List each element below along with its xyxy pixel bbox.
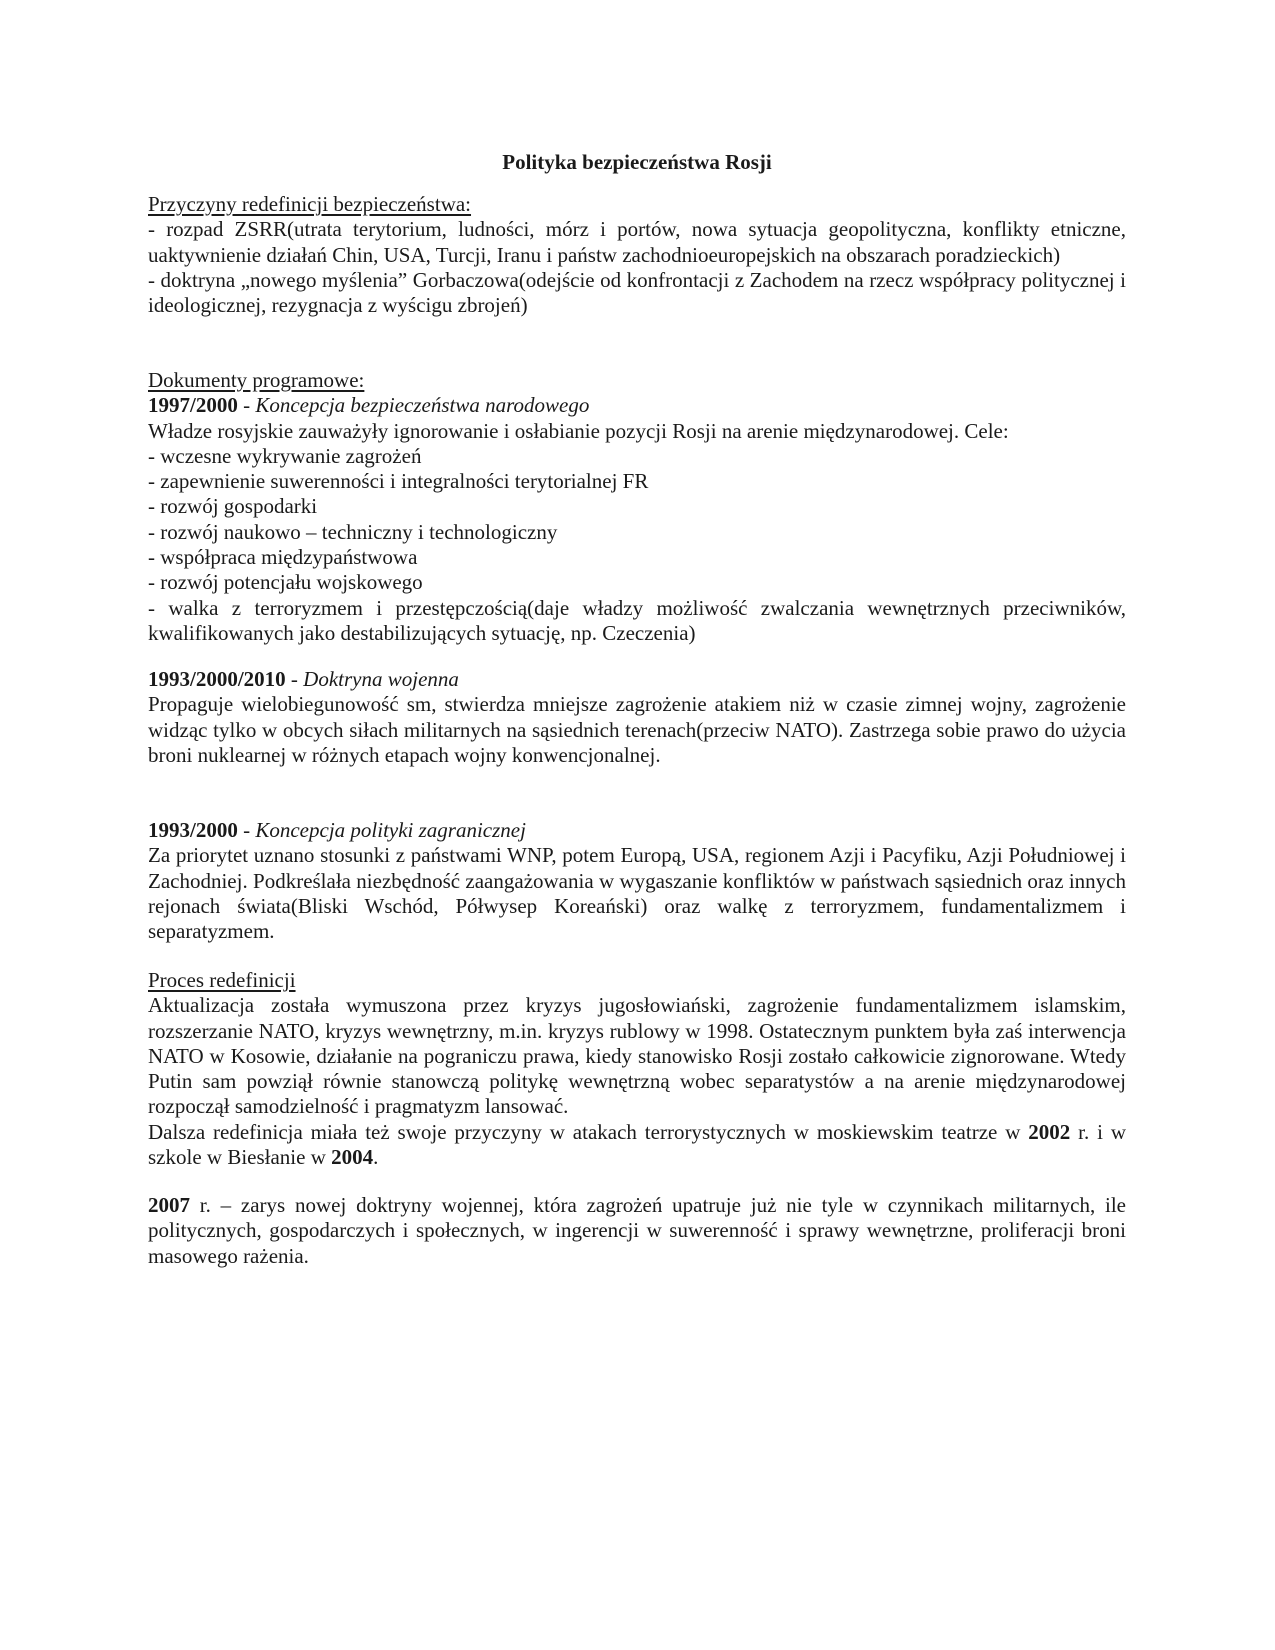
concept-goal: - wczesne wykrywanie zagrożeń (148, 443, 422, 468)
page-title: Polityka bezpieczeństwa Rosji (502, 150, 772, 174)
concept-goal-last: - walka z terroryzmem i przestępczością(daje władzy możliwość zwalczania wewnętrznych przeciwników, kwalifikowanych jako destabilizujących sytuację, np. Czeczenia) (148, 595, 1126, 645)
foreign-separator: - (237, 818, 256, 842)
process-body: Aktualizacja została wymuszona przez kryzys jugosłowiański, zagrożenie fundamentalizmem islamskim, rozszerzanie NATO, kryzys wewnętrzny, m.in. kryzys rublowy w 1998. Ostatecznym punktem była zaś interwencja NATO w Kosowie, działanie na pograniczu prawa, kiedy stanowisko Rosji zostało całkowicie zignorowane. Wtedy Putin sam powziął równie stanowczą politykę wewnętrzną wobec separatystów a na arenie międzynarodowej rozpoczął samodzielność i pragmatyzm lansować. (148, 993, 1126, 1119)
process-further-text-c: . (373, 1145, 379, 1170)
concept-goal: - zapewnienie suwerenności i integralności terytorialnej FR (148, 469, 649, 494)
foreign-heading (148, 818, 1126, 843)
doctrine-body: Propaguje wielobiegunowość sm, stwierdza mniejsze zagrożenie atakiem niż w czasie zimnej wojny, zagrożenie widząc tylko w obcych siłach militarnych na sąsiednich terenach(przeciw NATO). Zastrzega sobie prawo do użycia broni nuklearnej w różnych etapach wojny konwencjonalnej. (148, 692, 1126, 767)
concept-goal: - rozwój naukowo – techniczny i technologiczny (148, 519, 558, 544)
doctrine-2007-year: 2007 (148, 1193, 190, 1217)
process-year-2002: 2002 (1028, 1119, 1071, 1144)
causes-heading: Przyczyny redefinicji bezpieczeństwa: (148, 192, 472, 216)
concept-goal: - współpraca międzypaństwowa (148, 545, 418, 570)
process-section (148, 968, 1126, 1170)
doctrine-2007-section (148, 1193, 1126, 1269)
concept-goal: - rozwój gospodarki (148, 494, 318, 519)
doctrine-heading (148, 667, 1126, 692)
causes-section (148, 192, 1126, 318)
doctrine-years: 1993/2000/2010 (148, 667, 286, 691)
process-heading: Proces redefinicji (148, 968, 296, 992)
foreign-name: Koncepcja polityki zagranicznej (255, 818, 526, 842)
doctrine-separator: - (285, 667, 304, 691)
doctrine-2007-paragraph (148, 1193, 1126, 1269)
doctrine-section (148, 667, 1126, 768)
documents-heading: Dokumenty programowe: (148, 368, 365, 392)
concept-name: Koncepcja bezpieczeństwa narodowego (255, 393, 590, 418)
process-further (148, 1120, 1126, 1171)
causes-item-1: - rozpad ZSRR(utrata terytorium, ludności, mórz i portów, nowa sytuacja geopolityczna, konflikty etniczne, uaktywnienie działań Chin, USA, Turcji, Iranu i państw zachodnioeuropejskich na obszarach poradzieckich) (148, 217, 1126, 267)
causes-item-2: - doktryna „nowego myślenia” Gorbaczowa(odejście od konfrontacji z Zachodem na rzecz współpracy politycznej i ideologicznej, rezygnacja z wyścigu zbrojeń) (148, 267, 1126, 318)
documents-section (148, 368, 1126, 646)
foreign-years: 1993/2000 (148, 818, 238, 842)
concept-intro: Władze rosyjskie zauważyły ignorowanie i osłabianie pozycji Rosji na arenie międzynarodowej. Cele: (148, 418, 1009, 443)
process-further-text-b: r. i w szkole w Biesłanie w (148, 1119, 1126, 1170)
process-year-2004: 2004 (331, 1145, 374, 1170)
concept-heading (148, 393, 1126, 418)
concept-years: 1997/2000 (148, 393, 238, 418)
doctrine-name: Doktryna wojenna (303, 667, 459, 691)
foreign-policy-section (148, 818, 1126, 944)
concept-goal: - rozwój potencjału wojskowego (148, 570, 423, 595)
doctrine-2007-body: r. – zarys nowej doktryny wojennej, która zagrożeń upatruje już nie tyle w czynnikach militarnych, ile politycznych, gospodarczych i społecznych, w ingerencji w suwerenność i sprawy wewnętrzne, proliferacji broni masowego rażenia. (148, 1193, 1126, 1268)
process-further-text-a: Dalsza redefinicja miała też swoje przyczyny w atakach terrorystycznych w moskiewskim teatrze w (148, 1119, 1029, 1144)
concept-separator: - (237, 393, 256, 418)
foreign-body: Za priorytet uznano stosunki z państwami WNP, potem Europą, USA, regionem Azji i Pacyfiku, Azji Południowej i Zachodniej. Podkreślała niezbędność zaangażowania w wygaszanie konfliktów w państwach sąsiednich oraz innych rejonach świata(Bliski Wschód, Półwysep Koreański) oraz walkę z terroryzmem, fundamentalizmem i separatyzmem. (148, 843, 1126, 944)
